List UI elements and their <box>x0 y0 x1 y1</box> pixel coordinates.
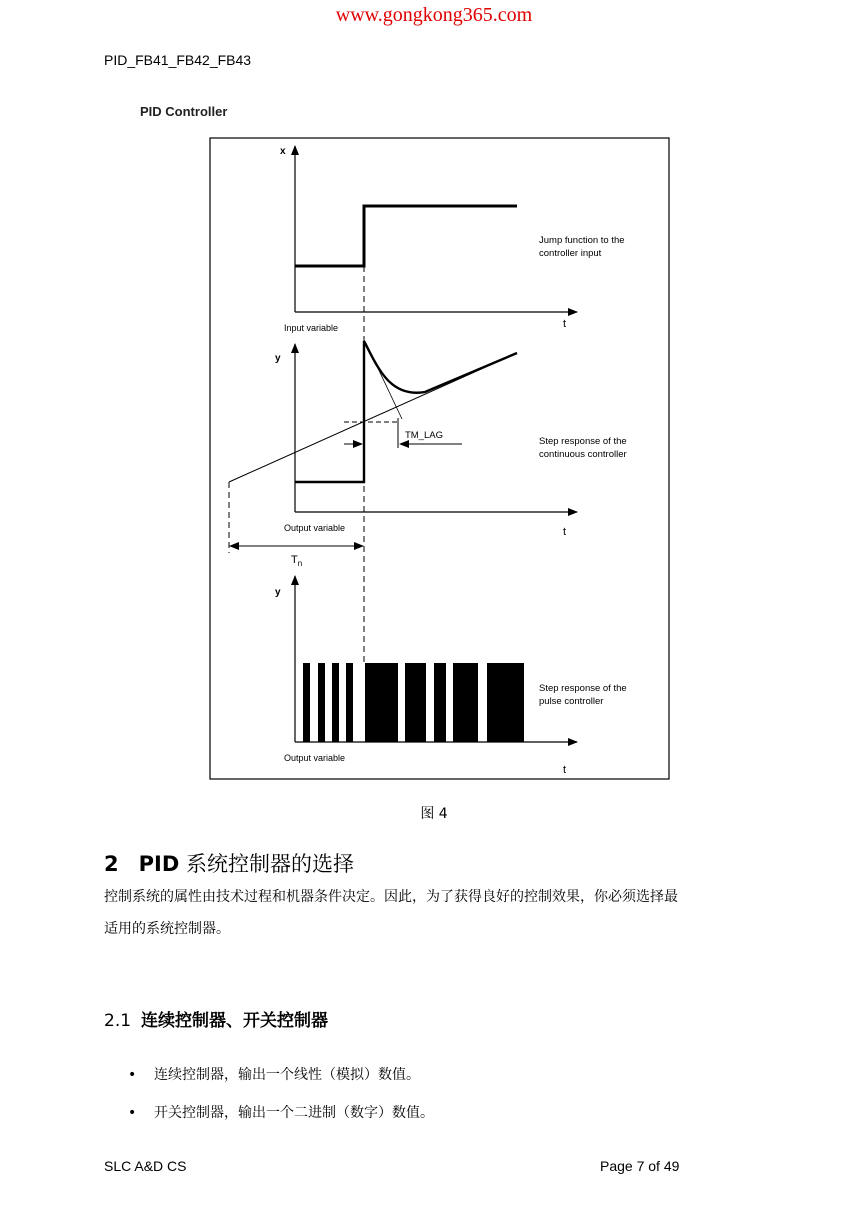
step-cont-label-1: Step response of the <box>539 436 627 447</box>
subsection-title: 连续控制器、开关控制器 <box>141 1011 329 1031</box>
bullet-icon: • <box>128 1067 137 1083</box>
output-variable-label-bottom: Output variable <box>284 753 346 763</box>
step-pulse-label-2: pulse controller <box>539 696 604 707</box>
axis-label-y-bottom: y <box>275 587 281 598</box>
pulse <box>487 663 524 742</box>
subsection-number: 2.1 <box>104 1011 132 1031</box>
pulse <box>332 663 339 742</box>
pulse <box>405 663 426 742</box>
jump-function-curve <box>295 206 517 266</box>
subsection-heading <box>104 1006 328 1031</box>
section-number: 2 <box>104 852 119 876</box>
section-paragraph-line-1: 控制系统的属性由技术过程和机器条件决定。因此，为了获得良好的控制效果，你必须选择最 <box>104 889 678 905</box>
bullet-icon: • <box>128 1105 137 1121</box>
document-header: PID_FB41_FB42_FB43 <box>104 52 252 68</box>
input-variable-label: Input variable <box>284 323 339 333</box>
pulse <box>303 663 310 742</box>
pulse <box>434 663 446 742</box>
pulse <box>365 663 398 742</box>
list-item-text: 连续控制器，输出一个线性（模拟）数值。 <box>154 1067 420 1083</box>
section-pid: PID <box>138 852 180 876</box>
jump-function-label-1: Jump function to the <box>539 235 625 246</box>
pulse-train <box>303 663 524 742</box>
pulse <box>318 663 325 742</box>
section-title: 系统控制器的选择 <box>185 852 354 876</box>
axis-label-t-top: t <box>563 318 567 330</box>
tm-lag-label: TM_LAG <box>405 430 444 441</box>
watermark: www.gongkong365.com <box>335 4 533 26</box>
page-number: Page 7 of 49 <box>600 1158 680 1174</box>
pulse <box>346 663 353 742</box>
list-item <box>128 1102 434 1122</box>
figure-heading: PID Controller <box>140 104 228 119</box>
section-paragraph-line-2: 适用的系统控制器。 <box>104 921 230 937</box>
list-item-text: 开关控制器，输出一个二进制（数字）数值。 <box>154 1105 434 1121</box>
axis-label-y-middle: y <box>275 353 281 364</box>
section-heading <box>104 848 354 878</box>
tn-label: $T_n$ <box>291 554 303 568</box>
step-pulse-label-1: Step response of the <box>539 683 627 694</box>
footer-left: SLC A&D CS <box>104 1158 187 1174</box>
pulse <box>453 663 478 742</box>
axis-label-x: x <box>280 146 286 157</box>
jump-function-label-2: controller input <box>539 248 602 259</box>
figure-caption: 图 4 <box>420 806 448 822</box>
continuous-step-response <box>295 341 517 482</box>
list-item <box>128 1064 420 1084</box>
axis-label-t-bottom: t <box>563 764 567 776</box>
step-cont-label-2: continuous controller <box>539 449 627 460</box>
axis-label-t-middle: t <box>563 526 567 538</box>
output-variable-label-middle: Output variable <box>284 523 346 533</box>
